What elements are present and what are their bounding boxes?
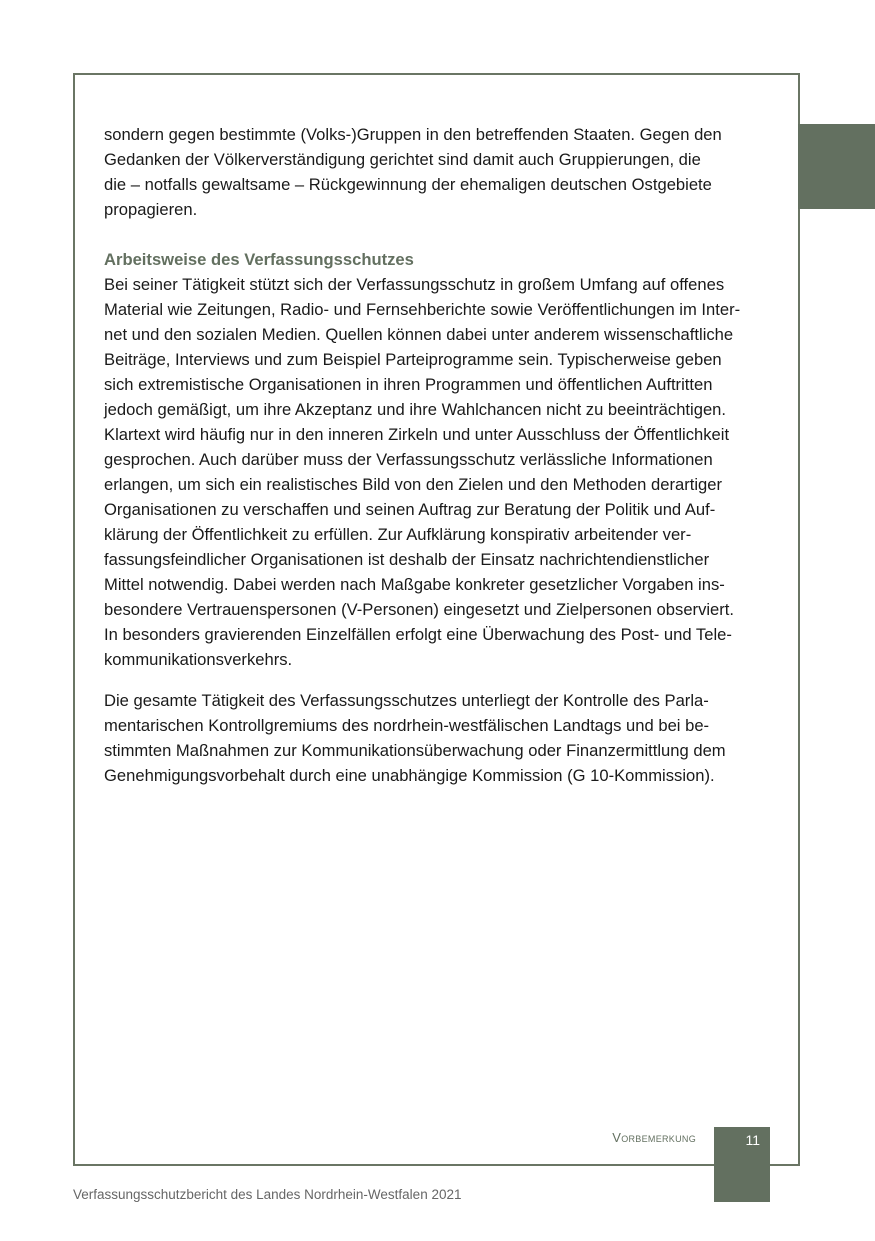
text-line: Organisationen zu verschaffen und seinen Auftrag zur Beratung der Politik und Auf- — [104, 500, 716, 519]
text-line: besondere Vertrauenspersonen (V-Personen) eingesetzt und Zielpersonen observiert. — [104, 600, 735, 619]
text-line: sich extremistische Organisationen in ihren Programmen und öffentlichen Auftritten — [104, 375, 713, 394]
section-heading: Arbeitsweise des Verfassungsschutzes — [104, 250, 414, 269]
text-line: erlangen, um sich ein realistisches Bild von den Zielen und den Methoden derartiger — [104, 475, 723, 494]
text-line: Klartext wird häufig nur in den inneren Zirkeln und unter Ausschluss der Öffentlichkeit — [104, 425, 730, 444]
text-line: jedoch gemäßigt, um ihre Akzeptanz und ihre Wahlchancen nicht zu beeinträchtigen. — [104, 400, 727, 419]
page-content — [104, 122, 769, 788]
text-line: propagieren. — [104, 200, 198, 219]
text-line: Genehmigungsvorbehalt durch eine unabhängige Kommission (G 10-Kommission). — [104, 766, 715, 785]
text-line: Gedanken der Völkerverständigung gerichtet sind damit auch Gruppierungen, die — [104, 150, 701, 169]
text-line: Die gesamte Tätigkeit des Verfassungsschutzes unterliegt der Kontrolle des Parla- — [104, 691, 709, 710]
chapter-side-tab — [798, 124, 875, 209]
text-line: fassungsfeindlicher Organisationen ist deshalb der Einsatz nachrichtendienstlicher — [104, 550, 710, 569]
running-footer-chapter: Vorbemerkung — [612, 1130, 696, 1145]
text-line: Mittel notwendig. Dabei werden nach Maßgabe konkreter gesetzlicher Vorgaben ins- — [104, 575, 725, 594]
page-number: 11 — [745, 1132, 760, 1148]
section-paragraph-1 — [104, 272, 769, 672]
text-line: gesprochen. Auch darüber muss der Verfassungsschutz verlässliche Informationen — [104, 450, 713, 469]
text-line: net und den sozialen Medien. Quellen können dabei unter anderem wissenschaftliche — [104, 325, 734, 344]
text-line: klärung der Öffentlichkeit zu erfüllen. Zur Aufklärung konspirativ arbeitender ver- — [104, 525, 692, 544]
page-number-box — [714, 1127, 770, 1202]
text-line: stimmten Maßnahmen zur Kommunikationsüberwachung oder Finanzermittlung dem — [104, 741, 726, 760]
text-line: Beiträge, Interviews und zum Beispiel Parteiprogramme sein. Typischerweise geben — [104, 350, 722, 369]
text-line: mentarischen Kontrollgremiums des nordrhein-westfälischen Landtags und bei be- — [104, 716, 710, 735]
intro-paragraph — [104, 122, 769, 222]
text-line: die – notfalls gewaltsame – Rückgewinnung der ehemaligen deutschen Ostgebiete — [104, 175, 712, 194]
report-title-footer: Verfassungsschutzbericht des Landes Nordrhein-Westfalen 2021 — [73, 1187, 462, 1202]
text-line: kommunikationsverkehrs. — [104, 650, 293, 669]
text-line: Bei seiner Tätigkeit stützt sich der Verfassungsschutz in großem Umfang auf offenes — [104, 275, 725, 294]
section-paragraph-2 — [104, 688, 769, 788]
text-line: sondern gegen bestimmte (Volks-)Gruppen in den betreffenden Staaten. Gegen den — [104, 125, 722, 144]
text-line: In besonders gravierenden Einzelfällen erfolgt eine Überwachung des Post- und Tele- — [104, 625, 732, 644]
text-line: Material wie Zeitungen, Radio- und Fernsehberichte sowie Veröffentlichungen im Inter- — [104, 300, 741, 319]
